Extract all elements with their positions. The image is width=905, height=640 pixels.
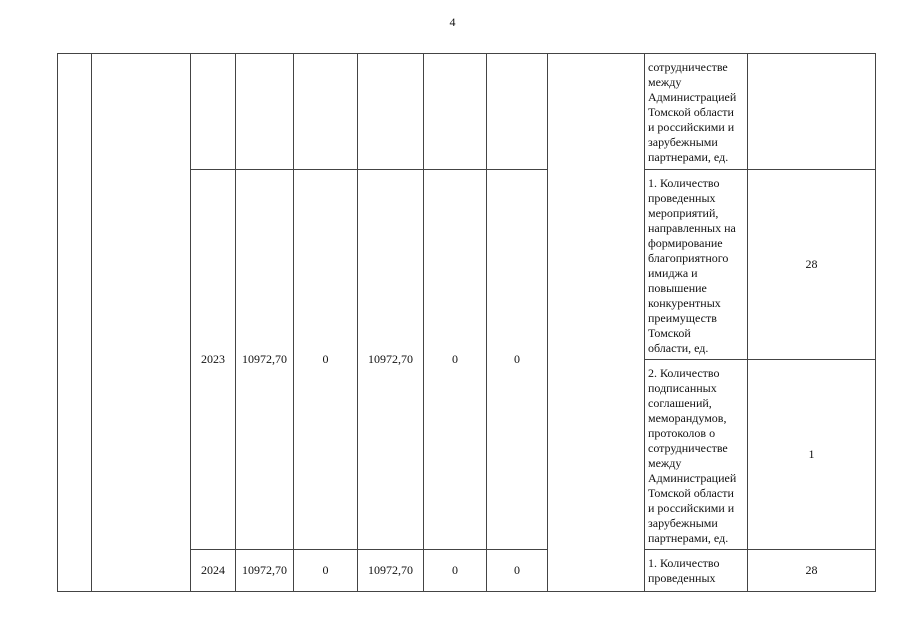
federal-cell: 0 — [294, 170, 358, 550]
indicator-text: 1. Количество проведенных мероприятий, направленных на формирование благоприятного имиджа и повышение конкурентных преимуществ Томской области, ед. — [645, 170, 748, 360]
local-cell — [424, 54, 487, 170]
federal-cell — [294, 54, 358, 170]
regional-cell — [358, 54, 424, 170]
indicator-value: 28 — [748, 550, 876, 592]
local-cell: 0 — [424, 550, 487, 592]
other-cell: 0 — [487, 550, 548, 592]
indicator-value: 28 — [748, 170, 876, 360]
year-cell: 2024 — [191, 550, 236, 592]
indicator-text: 2. Количество подписанных соглашений, меморандумов, протоколов о сотрудничестве между Администрацией Томской области и российскими и зарубежными партнерами, ед. — [645, 360, 748, 550]
indicator-text: сотрудничестве между Администрацией Томской области и российскими и зарубежными партнерами, ед. — [645, 54, 748, 170]
local-cell: 0 — [424, 170, 487, 550]
regional-cell: 10972,70 — [358, 550, 424, 592]
program-table — [57, 53, 876, 592]
other-cell: 0 — [487, 170, 548, 550]
indicator-value: 1 — [748, 360, 876, 550]
total-cell: 10972,70 — [236, 170, 294, 550]
indicator-text: 1. Количество проведенных — [645, 550, 748, 592]
page-number: 4 — [449, 15, 456, 29]
table-row-continued — [58, 54, 876, 170]
year-cell — [191, 54, 236, 170]
total-cell — [236, 54, 294, 170]
year-cell: 2023 — [191, 170, 236, 550]
other-cell — [487, 54, 548, 170]
number-cell — [58, 54, 92, 592]
regional-cell: 10972,70 — [358, 170, 424, 550]
federal-cell: 0 — [294, 550, 358, 592]
indicator-value — [748, 54, 876, 170]
name-cell — [92, 54, 191, 592]
total-cell: 10972,70 — [236, 550, 294, 592]
responsible-cell — [548, 54, 645, 592]
